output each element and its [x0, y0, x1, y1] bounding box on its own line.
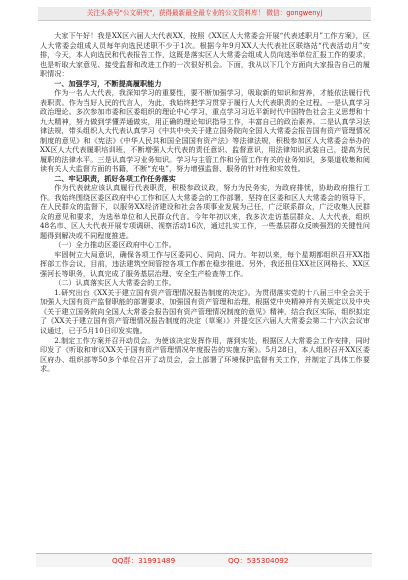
- footer-qq-group: QQ群：31991489: [112, 556, 176, 565]
- footer-qq-number: QQ：535304092: [228, 556, 289, 565]
- body-paragraph: 牢固树立大局意识，确保各项工作与区委同心、同向、同力。年初以来，每个星期都组织召开XX指挥部工作会议，目前，违法建筑空间管控各项工作都在稳步推进。另外，我还扭住XX社区网格长、XX区强河长等职务，认真完成了服务基层治理、安全生产检查等工作。: [40, 249, 370, 278]
- body-paragraph: 作为代表就应该认真履行代表职责，积极参政议政，努力为民务实，为政府排忧，协助政府推行工作。我始终围绕区委区政府中心工作和区人大常委会的工作部署，坚持在区委和区人大常委会的领导下，在人民群众的监督下，以服务XX经济建设和社会各项事业发展为己任，广泛联系群众，广泛收集人民群众的意见和要求，为选举单位和人民群众代言。今年年初以来，我多次走访基层群众、人大代表，组织48名市、区人大代表开展专项调研、视察活动16次，通过扎实工作，一些基层群众反映强烈的关键性问题得到解决或不同程度推进。: [40, 183, 370, 240]
- header-banner-text: 关注头条号"公文研究"，获得最新最全最专业的公文资料库！ 微信：gongwenyj: [86, 9, 323, 17]
- section-heading-1: 一、加强学习，不断提高履职能力: [54, 78, 162, 88]
- intro-paragraph: 大家下午好！我是XX区六届人大代表XX，按照《XX区人大常委会开展“代表述职月”工作方案》，区人大常委会组成人员每年向选民述职不少于1次。根据今年9月XX人大代表社区联络站“代表活动月”安排，今天，本人向选民和代表报告工作，这既是落实区人大常委会组成人员向选举单位汇报工作的要求，也是听取大家意见、接受监督和改进工作的一次很好机会。下面，我从以下几个方面向大家报告自己的履职情况：: [40, 31, 370, 79]
- document-body: [40, 31, 370, 551]
- page-header-banner: [38, 7, 371, 21]
- subsection-heading-2: （二）认真落实区人大常委会的工作。: [54, 278, 176, 288]
- subsection-heading-1: （一）全力推动区委区政府中心工作。: [54, 240, 176, 250]
- section-heading-2: 二、牢记职责，抓好各项工作任务落实: [54, 173, 176, 183]
- body-paragraph: 1.研究出台《XX关于建立国有资产管理情况报告制度的决定》。为贯彻落实党的十八届三中全会关于加强人大国有资产监督职能的部署要求，加强国有资产管理和治理，根据党中央精神并有关规定以及中央《关于建立国务院向全国人大常委会报告国有资产管理情况制度的意见》精神，结合我区实际，组织拟定了《XX关于建立国有资产管理情况报告制度的决定（草案）》并提交区六届人大常委会第二十六次会议审议通过，已于5月10日印发实施。: [40, 287, 370, 335]
- body-paragraph: 2.制定工作方案并召开动员会。为使该决定发挥作用，落到实处，根据区人大常委会工作安排，同时印发了《听取和审议XX关于国有资产管理情况年度报告的实施方案》。5月28日，本人组织召开XX区委区府办、组织部等50多个单位召开了动员会，会上部署了环境保护监督有关工作，并制定了具体工作要求。: [40, 335, 370, 374]
- page-footer: [36, 553, 372, 567]
- body-paragraph: 作为一名人大代表，我深知学习的重要性，要不断加强学习，吸取新的知识和营养，才能依法履行代表职责。作为当好人民的代言人，为此，我始终把学习贯穿于履行人大代表职责的全过程。一是认真学习政治理论。多次参加市委和区委组织的理论中心学习，重点学习习近平新时代中国特色社会主义思想和十九大精神，努力做到学懂弄通做实，用正确的理论知识指导工作，丰富自己的政治素养。二是认真学习法律法规，带头组织人大代表认真学习《中共中央关于建立国务院向全国人大常委会报告国有资产管理情况制度的意见》和《宪法》《中华人民共和国全国国有资产法》等法律法规，积极参加区人大常委会举办的XX区人大代表履职培训班，不断增强人大代表的责任意识、监督意识，用法律知识武装自己，提高为民履职的法律水平。三是认真学习业务知识。学习与主管工作和分管工作有关的业务知识，多渠道收集和阅读有关人大监督方面的书籍，不断“充电”，努力增强监督、服务的针对性和实效性。: [40, 88, 370, 174]
